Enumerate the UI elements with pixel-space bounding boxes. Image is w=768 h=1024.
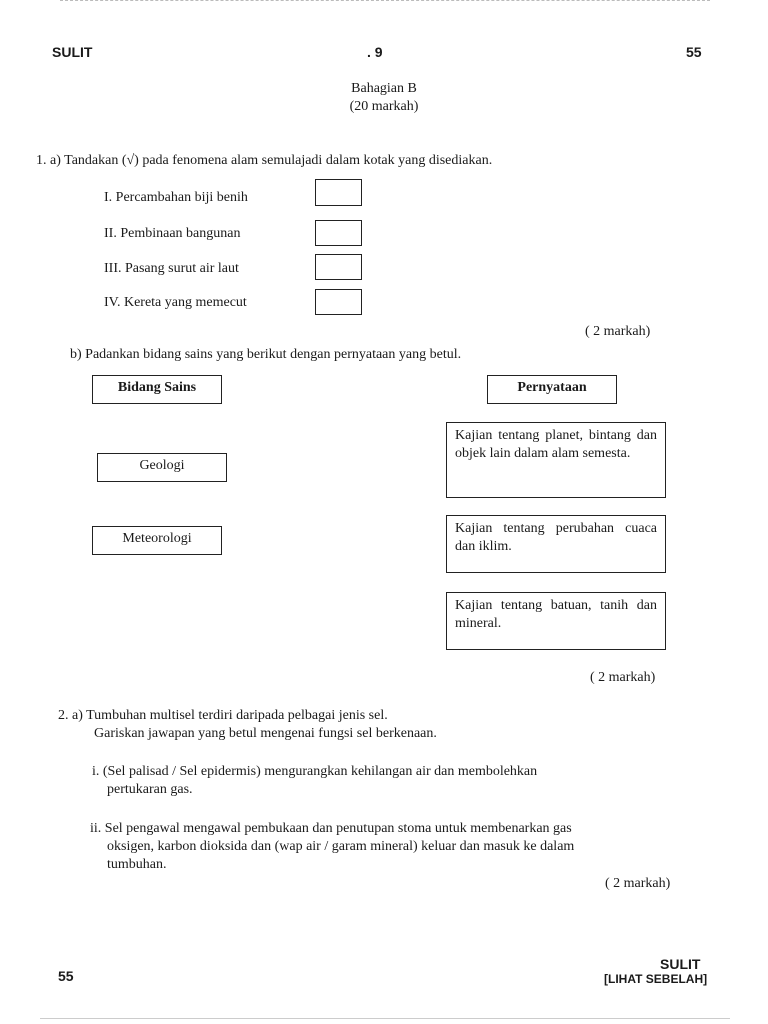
bidang-sains-header: Bidang Sains <box>92 375 222 404</box>
q1b-marks: ( 2 markah) <box>590 670 656 685</box>
q1a-item-1: I. Percambahan biji benih <box>104 190 248 205</box>
q2a-line-1: 2. a) Tumbuhan multisel terdiri daripada pelbagai jenis sel. <box>58 708 388 723</box>
q1a-checkbox-2[interactable] <box>315 220 362 246</box>
statement-astronomy[interactable]: Kajian tentang planet, bintang dan objek lain dalam alam semesta. <box>446 422 666 498</box>
q2a-i-line-2: pertukaran gas. <box>107 782 193 797</box>
header-page-number: . 9 <box>367 44 383 60</box>
header-classification: SULIT <box>52 44 93 60</box>
q2a-i-line-1: i. (Sel palisad / Sel epidermis) mengurangkan kehilangan air dan membolehkan <box>92 764 538 779</box>
q1a-prompt: 1. a) Tandakan (√) pada fenomena alam semulajadi dalam kotak yang disediakan. <box>36 153 493 168</box>
field-meteorologi[interactable]: Meteorologi <box>92 526 222 555</box>
q1a-item-2: II. Pembinaan bangunan <box>104 226 241 241</box>
header-code: 55 <box>686 44 702 60</box>
statement-weather[interactable]: Kajian tentang perubahan cuaca dan iklim. <box>446 515 666 573</box>
q1a-item-4: IV. Kereta yang memecut <box>104 295 247 310</box>
footer-code: 55 <box>58 968 74 984</box>
q2a-marks: ( 2 markah) <box>605 876 671 891</box>
q2a-ii-line-1: ii. Sel pengawal mengawal pembukaan dan penutupan stoma untuk membenarkan gas <box>90 821 572 836</box>
q1b-prompt: b) Padankan bidang sains yang berikut dengan pernyataan yang betul. <box>70 347 462 362</box>
q1a-checkbox-4[interactable] <box>315 289 362 315</box>
q1a-marks: ( 2 markah) <box>585 324 651 339</box>
section-marks: (20 markah) <box>349 99 419 114</box>
footer-next-page: [LIHAT SEBELAH] <box>604 972 708 986</box>
section-title: Bahagian B <box>351 81 417 96</box>
pernyataan-header: Pernyataan <box>487 375 617 404</box>
q1a-item-3: III. Pasang surut air laut <box>104 261 239 276</box>
q2a-ii-line-3: tumbuhan. <box>107 857 167 872</box>
q1a-checkbox-3[interactable] <box>315 254 362 280</box>
q2a-line-2: Gariskan jawapan yang betul mengenai fungsi sel berkenaan. <box>94 726 437 741</box>
footer-classification: SULIT <box>660 956 701 972</box>
q1a-checkbox-1[interactable] <box>315 179 362 206</box>
scan-top-edge <box>60 0 710 4</box>
statement-geology[interactable]: Kajian tentang batuan, tanih dan mineral. <box>446 592 666 650</box>
q2a-ii-line-2: oksigen, karbon dioksida dan (wap air / garam mineral) keluar dan masuk ke dalam <box>107 839 575 854</box>
scan-bottom-edge <box>40 1018 730 1021</box>
field-geologi[interactable]: Geologi <box>97 453 227 482</box>
